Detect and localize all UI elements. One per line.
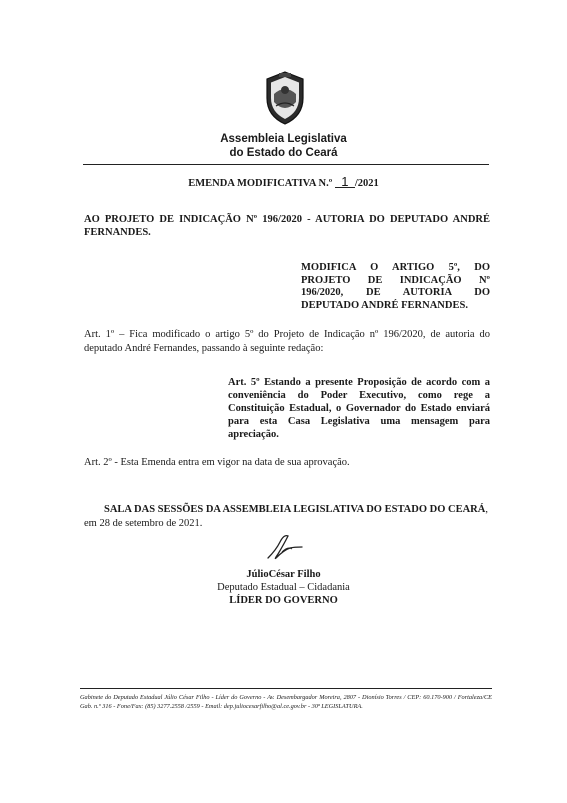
footer-contact: Gabinete do Deputado Estadual Júlio César Filho - Líder do Governo - Av. Desembargador Moreira, 2807 - Dionísio Torres / CEP: 60.170-900 / Fortaleza/CE Gab. n.º 316 - Fone/Fax: (85) 3277.2558 /2559 - Email: dep.juliocesarfilho@al.ce.gov.br - 30ª LEGISLATURA. bbox=[80, 694, 492, 710]
handwritten-number: 1 bbox=[335, 176, 355, 188]
closing-rest: , em 28 de setembro de 2021. bbox=[84, 504, 488, 529]
signer-name: JúlioCésar Filho bbox=[246, 569, 321, 580]
signer-role: Deputado Estadual – Cidadania bbox=[217, 582, 350, 593]
title-prefix: EMENDA MODIFICATIVA N.º bbox=[188, 178, 333, 189]
ementa: MODIFICA O ARTIGO 5º, DO PROJETO DE INDICAÇÃO Nº 196/2020, DE AUTORIA DO DEPUTADO ANDRÉ FERNANDES. bbox=[301, 262, 490, 311]
coat-of-arms-seal-icon bbox=[262, 70, 308, 126]
footer-divider bbox=[80, 688, 492, 689]
document-title bbox=[0, 176, 567, 189]
closing-statement bbox=[84, 503, 490, 531]
institution-name-line2: do Estado do Ceará bbox=[229, 147, 338, 159]
signer-title: LÍDER DO GOVERNO bbox=[229, 595, 338, 606]
article-5-quote: Art. 5º Estando a presente Proposição de acordo com a conveniência do Poder Executivo, como rege a Constituição Estadual, o Governador do Estado enviará para esta Casa Legislativa uma mensagem para apreciação. bbox=[228, 377, 490, 440]
institution-name-line1: Assembleia Legislativa bbox=[220, 133, 347, 145]
article-1: Art. 1º – Fica modificado o artigo 5º do Projeto de Indicação nº 196/2020, de autoria do deputado André Fernandes, passando à seguinte redação: bbox=[84, 329, 490, 354]
signature-icon bbox=[262, 530, 308, 564]
closing-bold: SALA DAS SESSÕES DA ASSEMBLEIA LEGISLATIVA DO ESTADO DO CEARÁ bbox=[104, 504, 486, 515]
subject-heading: AO PROJETO DE INDICAÇÃO Nº 196/2020 - AUTORIA DO DEPUTADO ANDRÉ FERNANDES. bbox=[84, 214, 490, 238]
title-suffix: /2021 bbox=[354, 178, 379, 189]
article-2: Art. 2º - Esta Emenda entra em vigor na data de sua aprovação. bbox=[84, 457, 350, 468]
header-divider bbox=[83, 164, 489, 165]
